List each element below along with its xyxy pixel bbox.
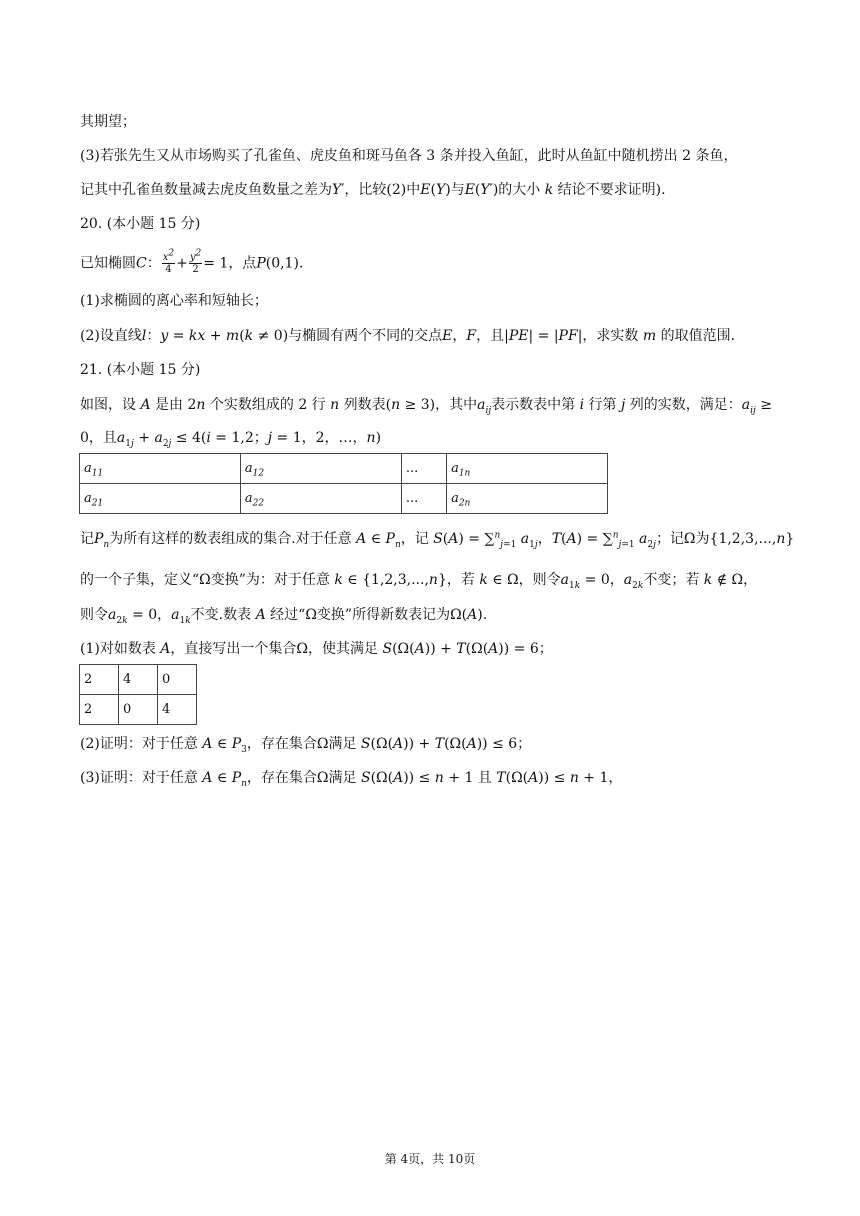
table-cell: $a_{12}$ (240, 454, 401, 484)
line-q21-part3: (3)证明：对于任意 A ∈ $P_n$，存在集合Ω满足 S(Ω(A)) ≤ n + 1 且 T(Ω(A)) ≤ n + 1， (80, 770, 623, 789)
table-cell: ... (401, 484, 446, 514)
line-q20-part1: (1)求椭圆的离心率和短轴长； (80, 293, 268, 309)
line-q19-part3: (3)若张先生又从市场购买了孔雀鱼、虎皮鱼和斑马鱼各 3 条并投入鱼缸，此时从鱼缸中随机捞出 2 条鱼， (80, 148, 738, 164)
table-cell: 2 (80, 665, 119, 695)
line-q21-part2: (2)证明：对于任意 A ∈ $P_3$，存在集合Ω满足 S(Ω(A)) + T(Ω(A)) ≤ 6； (80, 736, 532, 755)
table-cell: 2 (80, 695, 119, 725)
table-cell: $a_{2n}$ (447, 484, 608, 514)
table-cell: $a_{22}$ (240, 484, 401, 514)
line-table-def: 如图，设 A 是由 2n 个实数组成的 2 行 n 列数表(n ≥ 3)，其中$a_{ij}$表示数表中第 i 行第 j 列的实数，满足：$a_{ij}$ ≥ (80, 397, 773, 416)
line-set-def: 记$P_n$为所有这样的数表组成的集合.对于任意 A ∈ $P_n$，记 S(A) = ∑$^n_{j=1}$ $a_{1j}$，T(A) = ∑$^n_{j=1}$ $a_{2j}$；记Ω为{1,2,3,...,n} (80, 530, 795, 550)
line-q20-part2: (2)设直线l：y = kx + m(k ≠ 0)与椭圆有两个不同的交点E，F，且|PE| = |PF|，求实数 m 的取值范围. (80, 328, 736, 344)
line-omega-def-cont: 则令$a_{2k} = 0$，$a_{1k}$不变.数表 A 经过“Ω变换”所得新数表记为Ω(A). (80, 607, 488, 626)
question-21-heading: 21. (本小题 15 分) (80, 362, 201, 378)
line-omega-def: 的一个子集，定义“Ω变换”为：对于任意 k ∈ {1,2,3,...,n}，若 k ∈ Ω，则令$a_{1k} = 0$，$a_{2k}$不变；若 k ∉ Ω， (80, 572, 758, 591)
table-cell: ... (401, 454, 446, 484)
line-q19-part3-cont: 记其中孔雀鱼数量减去虎皮鱼数量之差为Y′，比较(2)中E(Y)与E(Y′)的大小 k 结论不要求证明). (80, 182, 666, 198)
line-table-constraint: 0，且$a_{1j} + a_{2j} \le 4(i = 1,2$；j = 1，2，…，n) (80, 430, 382, 449)
table-cell: 4 (158, 695, 197, 725)
line-ellipse-def: 已知椭圆C： $\frac{x^2}{4}$ + $\frac{y^2}{2}$ = 1，点P(0,1). (80, 248, 304, 275)
table-cell: $a_{21}$ (80, 484, 241, 514)
table-row (80, 665, 197, 695)
table-row (80, 695, 197, 725)
table-row (80, 454, 608, 484)
page-footer: 第 4页，共 10页 (384, 1152, 476, 1166)
table-cell: 0 (119, 695, 158, 725)
question-20-heading: 20. (本小题 15 分) (80, 216, 201, 232)
table-cell: 4 (119, 665, 158, 695)
table-cell: $a_{11}$ (80, 454, 241, 484)
general-table (79, 453, 608, 514)
table-row (80, 484, 608, 514)
table-cell: $a_{1n}$ (447, 454, 608, 484)
example-table (79, 664, 197, 725)
line-q21-part1: (1)对如数表 A，直接写出一个集合Ω，使其满足 S(Ω(A)) + T(Ω(A)) = 6； (80, 641, 553, 657)
table-cell: 0 (158, 665, 197, 695)
line-expectation: 其期望； (80, 114, 136, 130)
